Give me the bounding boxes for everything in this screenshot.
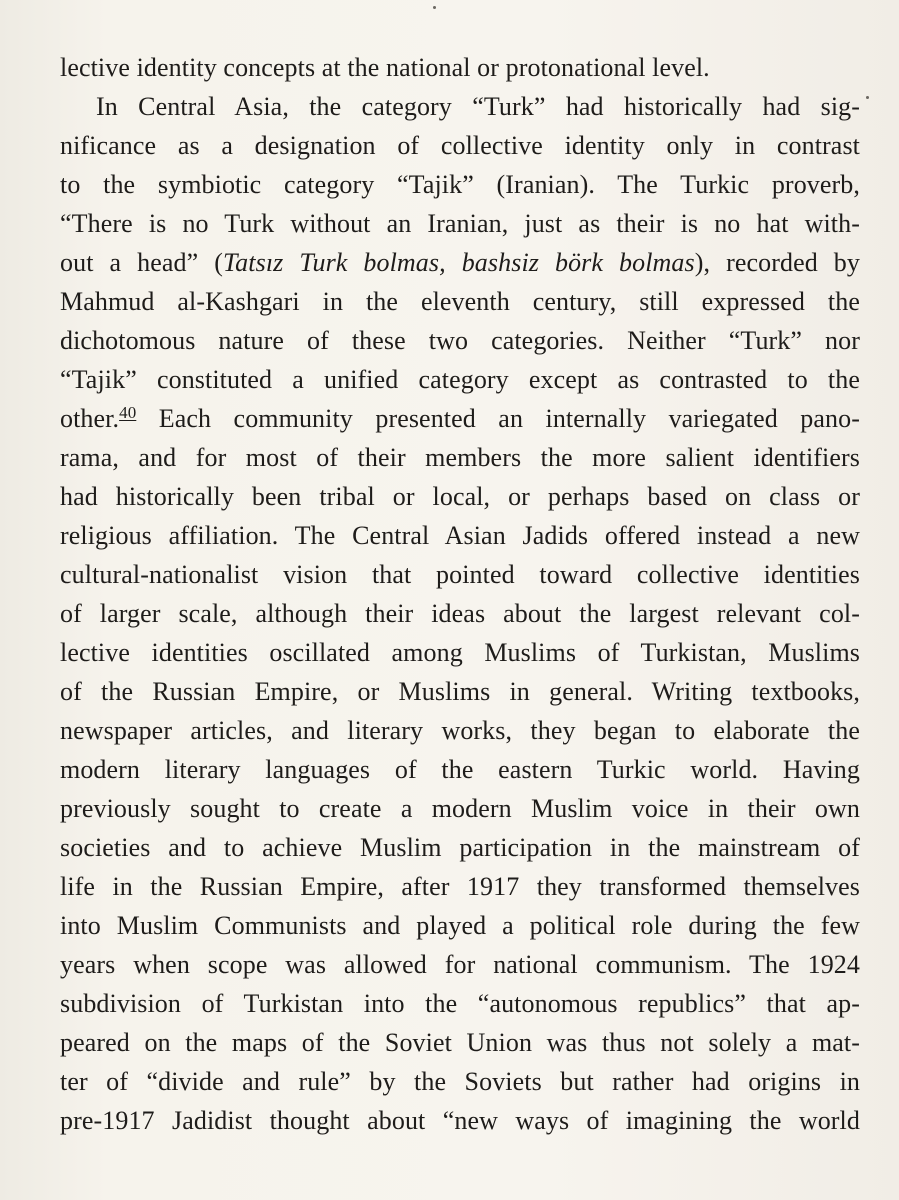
text-line: peared on the maps of the Soviet Union was thus not solely a mat- <box>60 1028 860 1057</box>
text-segment: Each community presented an internally variegated pano- <box>136 404 860 433</box>
text-line: ter of “divide and rule” by the Soviets but rather had origins in <box>60 1067 860 1096</box>
text-line: pre-1917 Jadidist thought about “new ways of imagining the world <box>60 1106 860 1135</box>
body-text <box>60 48 860 1140</box>
text-line: life in the Russian Empire, after 1917 they transformed themselves <box>60 872 860 901</box>
text-line: nificance as a designation of collective identity only in contrast <box>60 131 860 160</box>
page-speck <box>433 6 436 9</box>
page-speck <box>866 96 869 99</box>
text-line: lective identity concepts at the national or protonational level. <box>60 53 710 82</box>
text-line <box>60 243 860 282</box>
text-segment: ), recorded by <box>694 248 860 277</box>
text-line: “Tajik” constituted a unified category except as contrasted to the <box>60 365 860 394</box>
text-line: religious affiliation. The Central Asian Jadids offered instead a new <box>60 521 860 550</box>
proverb-italic: Tatsız Turk bolmas, bashsiz börk bolmas <box>223 248 695 277</box>
text-line: societies and to achieve Muslim participation in the mainstream of <box>60 833 860 862</box>
text-line: modern literary languages of the eastern Turkic world. Having <box>60 755 860 784</box>
text-line: cultural-nationalist vision that pointed toward collective identities <box>60 560 860 589</box>
text-line: had historically been tribal or local, or perhaps based on class or <box>60 482 860 511</box>
text-line: In Central Asia, the category “Turk” had historically had sig- <box>96 92 860 121</box>
text-line: dichotomous nature of these two categories. Neither “Turk” nor <box>60 326 860 355</box>
text-line: newspaper articles, and literary works, they began to elaborate the <box>60 716 860 745</box>
text-line: “There is no Turk without an Iranian, just as their is no hat with- <box>60 209 860 238</box>
text-line: subdivision of Turkistan into the “autonomous republics” that ap- <box>60 989 860 1018</box>
text-line: to the symbiotic category “Tajik” (Iranian). The Turkic proverb, <box>60 170 860 199</box>
text-line <box>60 399 860 438</box>
text-segment: other. <box>60 404 120 433</box>
text-line: lective identities oscillated among Muslims of Turkistan, Muslims <box>60 638 860 667</box>
text-line: rama, and for most of their members the more salient identifiers <box>60 443 860 472</box>
text-line: of the Russian Empire, or Muslims in general. Writing textbooks, <box>60 677 860 706</box>
text-segment: out a head” ( <box>60 248 223 277</box>
text-line: years when scope was allowed for national communism. The 1924 <box>60 950 860 979</box>
text-line: Mahmud al-Kashgari in the eleventh century, still expressed the <box>60 287 860 316</box>
text-line: of larger scale, although their ideas about the largest relevant col- <box>60 599 860 628</box>
footnote-link[interactable]: 40 <box>119 403 137 422</box>
text-line: previously sought to create a modern Muslim voice in their own <box>60 794 860 823</box>
text-line: into Muslim Communists and played a political role during the few <box>60 911 860 940</box>
